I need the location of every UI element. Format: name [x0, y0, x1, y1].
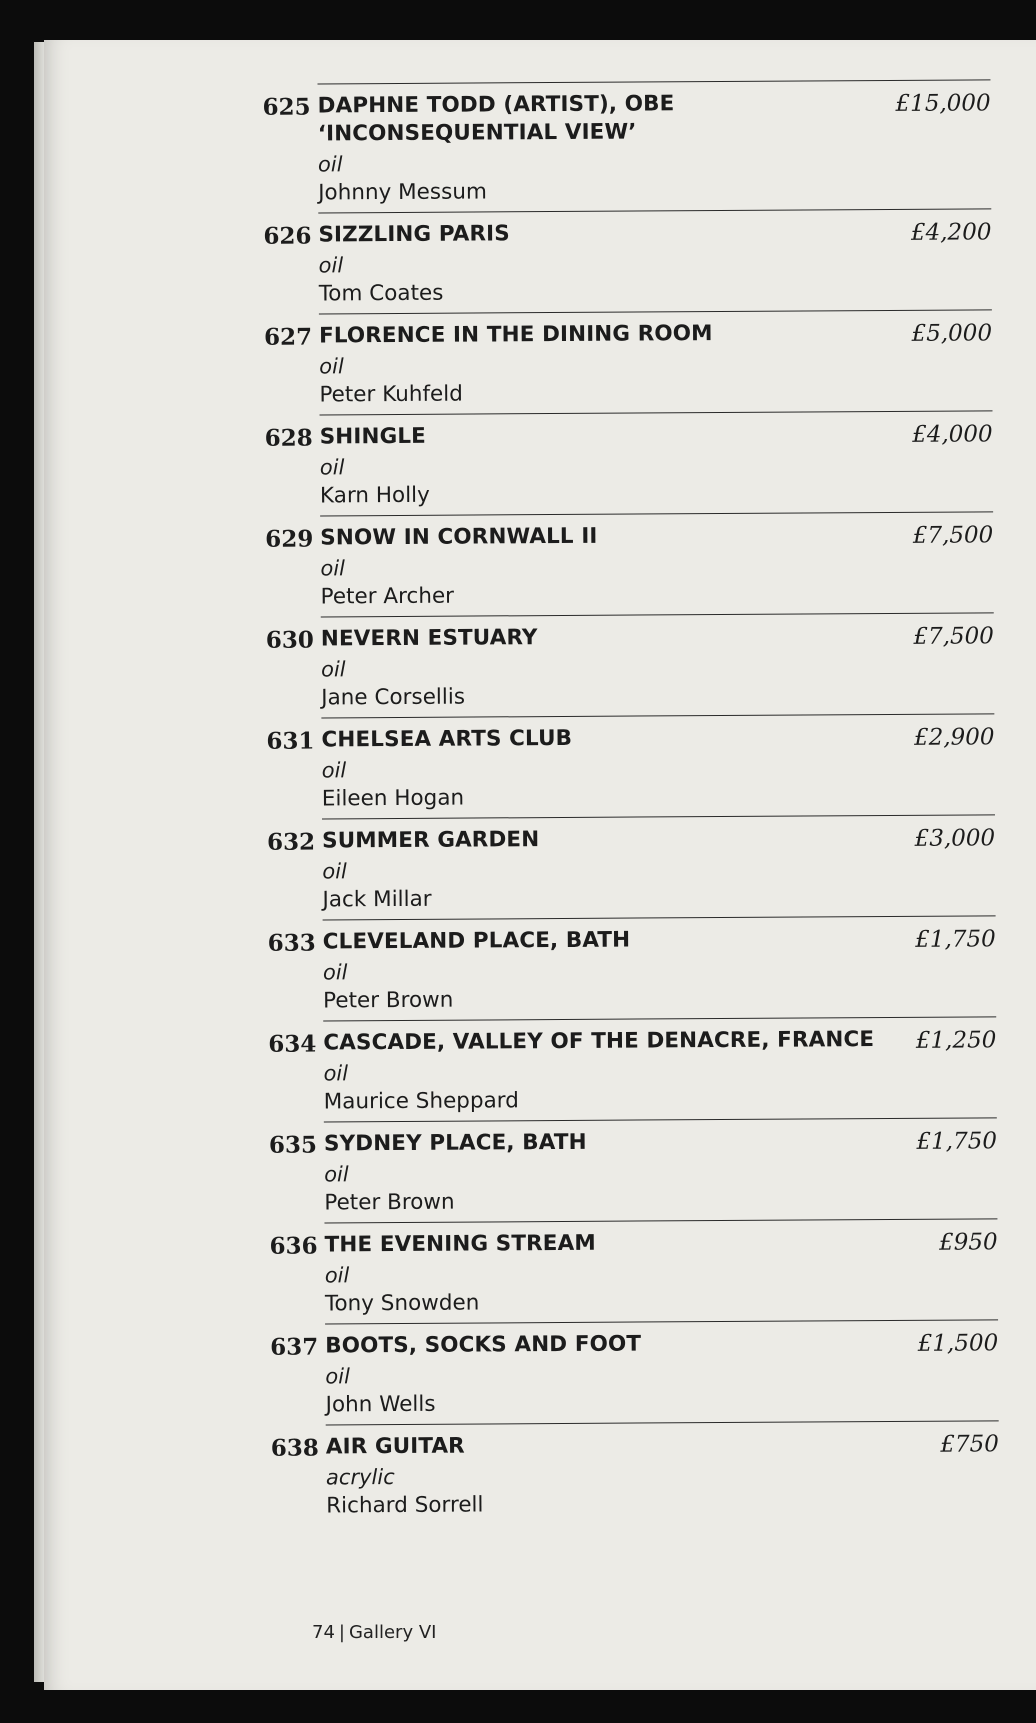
entry-number: 625	[262, 93, 311, 121]
entry-medium: oil	[323, 1061, 349, 1086]
entry-price: £1,500	[917, 1330, 999, 1357]
entry-medium: oil	[325, 1364, 350, 1389]
entry-artist: Peter Brown	[323, 987, 454, 1014]
entry-artist: Johnny Messum	[318, 179, 487, 206]
entry-title: NEVERN ESTUARY	[320, 625, 538, 652]
entry-price: £2,900	[913, 724, 995, 751]
catalogue-entry	[257, 1218, 998, 1324]
catalogue-entry	[257, 1117, 998, 1223]
entry-artist: Eileen Hogan	[321, 785, 465, 812]
entry-medium: oil	[324, 1162, 349, 1187]
entry-title: SUMMER GARDEN	[322, 827, 540, 854]
catalogue-entry	[251, 208, 992, 314]
entry-artist: Karn Holly	[319, 482, 430, 509]
catalogue-list	[0, 37, 1036, 1563]
entry-number: 635	[268, 1131, 318, 1159]
catalogue-entry	[252, 309, 993, 415]
entry-artist: Richard Sorrell	[326, 1492, 484, 1519]
entry-number: 636	[269, 1232, 318, 1260]
entry-number: 629	[265, 525, 314, 553]
entry-title: SHINGLE	[319, 423, 426, 450]
entry-artist: Jack Millar	[322, 886, 432, 913]
entry-price: £950	[938, 1229, 998, 1256]
footer-separator: |	[338, 1622, 345, 1643]
entry-artist: Maurice Sheppard	[323, 1088, 519, 1115]
entry-price: £7,500	[913, 623, 994, 650]
catalogue-entry	[259, 1420, 1000, 1526]
entry-price: £4,000	[912, 421, 993, 448]
entry-number: 637	[270, 1333, 319, 1361]
entry-title: SNOW IN CORNWALL II	[320, 523, 598, 551]
catalogue-entry	[255, 814, 996, 920]
entry-medium: oil	[322, 859, 347, 884]
entry-price: £3,000	[914, 825, 996, 852]
entry-artist: Tom Coates	[318, 280, 444, 307]
entry-number: 630	[265, 626, 314, 654]
entry-title: CHELSEA ARTS CLUB	[321, 725, 573, 753]
catalogue-entry	[256, 1016, 997, 1122]
catalogue-entry	[254, 713, 995, 819]
entry-medium: oil	[320, 556, 346, 581]
entry-number: 626	[263, 222, 312, 250]
entry-price: £15,000	[895, 90, 991, 117]
entry-medium: oil	[322, 960, 348, 985]
entry-number: 633	[267, 929, 316, 957]
entry-price: £1,250	[915, 1027, 997, 1054]
entry-price: £4,200	[910, 219, 992, 246]
entry-medium: oil	[324, 1263, 350, 1288]
entry-price: £1,750	[915, 926, 996, 953]
entry-artist: John Wells	[325, 1391, 436, 1418]
entry-artist: Jane Corsellis	[321, 684, 466, 711]
entry-medium: oil	[318, 253, 344, 278]
entry-title: AIR GUITAR	[325, 1433, 465, 1460]
entry-price: £750	[940, 1431, 999, 1458]
catalogue-entry	[250, 79, 991, 206]
entry-artist: Tony Snowden	[324, 1290, 480, 1317]
gallery-section: Gallery VI	[348, 1622, 437, 1643]
entry-divider	[317, 79, 990, 84]
entry-medium: oil	[319, 354, 344, 379]
entry-title: BOOTS, SOCKS AND FOOT	[325, 1331, 642, 1359]
entry-number: 627	[263, 323, 313, 351]
entry-title: SIZZLING PARIS	[318, 221, 510, 248]
entry-title: THE EVENING STREAM	[324, 1230, 596, 1258]
catalogue-entry	[258, 1319, 999, 1425]
entry-price: £1,750	[916, 1128, 998, 1155]
entry-artist: Peter Archer	[320, 583, 455, 610]
catalogue-entry	[256, 915, 997, 1021]
entry-title: FLORENCE IN THE DINING ROOM	[318, 321, 713, 349]
entry-number: 634	[268, 1030, 317, 1058]
entry-artist: Peter Kuhfeld	[319, 381, 463, 408]
entry-number: 631	[266, 727, 315, 755]
entry-artist: Peter Brown	[324, 1189, 455, 1216]
entry-medium: oil	[321, 758, 347, 783]
entry-medium: acrylic	[325, 1465, 395, 1490]
entry-number: 638	[270, 1434, 319, 1462]
catalogue-entry	[253, 511, 994, 617]
catalogue-entry	[254, 612, 995, 718]
entry-medium: oil	[321, 657, 346, 682]
entry-medium: oil	[317, 152, 343, 177]
entry-price: £7,500	[912, 522, 994, 549]
entry-title: SYDNEY PLACE, BATH	[323, 1129, 587, 1157]
entry-price: £5,000	[911, 320, 993, 347]
entry-title: CASCADE, VALLEY OF THE DENACRE, FRANCE	[323, 1027, 875, 1056]
page-footer	[312, 1622, 436, 1643]
catalogue-entry	[253, 410, 994, 516]
entry-divider	[318, 208, 991, 213]
entry-title: CLEVELAND PLACE, BATH	[322, 927, 631, 955]
entry-medium: oil	[319, 455, 345, 480]
entry-number: 632	[267, 828, 316, 856]
page-number: 74	[312, 1622, 335, 1643]
entry-number: 628	[264, 424, 313, 452]
entry-title: DAPHNE TODD (ARTIST), OBE ‘INCONSEQUENTIAL VIEW’	[317, 91, 675, 147]
